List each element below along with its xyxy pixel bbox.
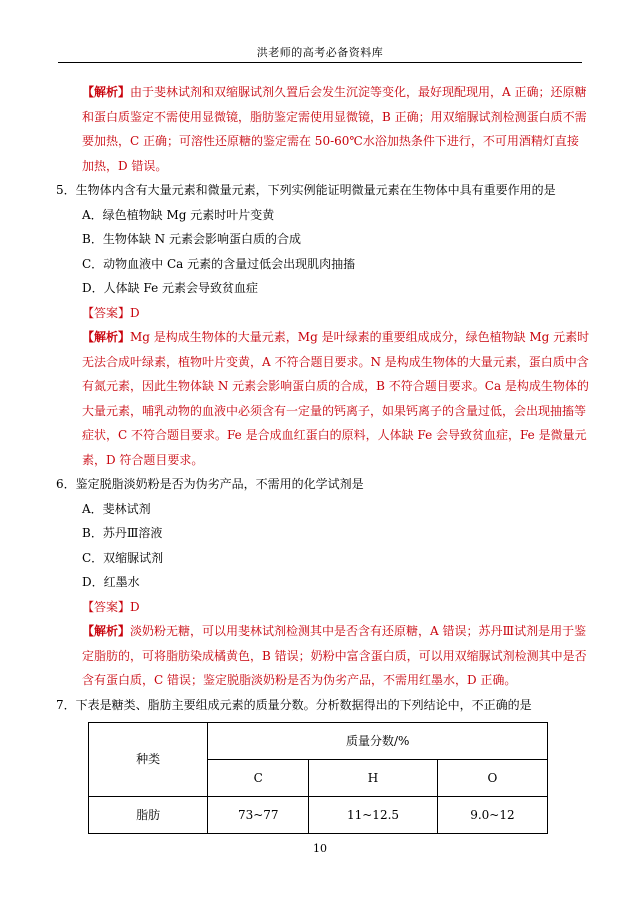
question-5-stem: 5．生物体内含有大量元素和微量元素，下列实例能证明微量元素在生物体中具有重要作用的是	[56, 183, 556, 197]
table-col-o: O	[437, 760, 547, 797]
page-content	[56, 80, 590, 834]
question-5-option-d: D．人体缺 Fe 元素会导致贫血症	[82, 281, 259, 295]
analysis-text: Mg 是构成生物体的大量元素，Mg 是叶绿素的重要组成成分，绿色植物缺 Mg 元素时无法合成叶绿素，植物叶片变黄，A 不符合题目要求。N 是构成生物体的大量元素，蛋白质中含有氮元素，因此生物体缺 N 元素会影响蛋白质的合成，B 不符合题目要求。Ca 是构成生物体的大量元素，哺乳动物的血液中必须含有一定量的钙离子，如果钙离子的含量过低，会出现抽搐等症状，C 不符合题目要求。Fe 是合成血红蛋白的原料，人体缺 Fe 会导致贫血症，Fe 是微量元素，D 符合题目要求。	[82, 330, 590, 467]
table-col-c: C	[208, 760, 309, 797]
header-rule	[58, 62, 582, 63]
element-mass-table	[88, 722, 548, 834]
table-header-row	[89, 723, 548, 760]
table-cell-name: 脂肪	[89, 797, 208, 834]
table-cell-o: 9.0~12	[437, 797, 547, 834]
analysis-text: 淡奶粉无糖，可以用斐林试剂检测其中是否含有还原糖，A 错误；苏丹Ⅲ试剂是用于鉴定脂肪的，可将脂肪染成橘黄色，B 错误；奶粉中富含蛋白质，可以用双缩脲试剂检测其中是否含有蛋白质，C 错误；鉴定脱脂淡奶粉是否为伪劣产品，不需用红墨水，D 正确。	[82, 624, 587, 687]
question-6-option-a: A．斐林试剂	[82, 501, 151, 516]
table-cell-h: 11~12.5	[309, 797, 438, 834]
analysis-tag: 【解析】	[82, 85, 131, 99]
question-5-analysis	[70, 325, 590, 472]
table-cell-c: 73~77	[208, 797, 309, 834]
table-row	[89, 797, 548, 834]
page-number: 10	[313, 842, 327, 855]
question-5-option-b: B．生物体缺 N 元素会影响蛋白质的合成	[82, 232, 301, 246]
question-6-option-d: D．红墨水	[82, 575, 140, 589]
analysis-tag: 【解析】	[82, 330, 131, 344]
question-5-answer: 【答案】D	[82, 305, 140, 320]
question-6-answer: 【答案】D	[82, 599, 140, 614]
analysis-text: 由于斐林试剂和双缩脲试剂久置后会发生沉淀等变化，最好现配现用，A 正确；还原糖和蛋白质鉴定不需使用显微镜，脂肪鉴定需使用显微镜，B 正确；用双缩脲试剂检测蛋白质不需要加热，C 正确；可溶性还原糖的鉴定需在 50-60℃水浴加热条件下进行，不可用酒精灯直接加热，D 错误。	[82, 85, 587, 173]
table-group-header: 质量分数/%	[208, 723, 548, 760]
question-5-option-c: C．动物血液中 Ca 元素的含量过低会出现肌肉抽搐	[82, 256, 356, 271]
question-5-option-a: A．绿色植物缺 Mg 元素时叶片变黄	[82, 207, 275, 222]
question-7-stem: 7．下表是糖类、脂肪主要组成元素的质量分数。分析数据得出的下列结论中，不正确的是	[56, 697, 532, 712]
question-6-analysis	[70, 619, 590, 693]
page-header: 洪老师的高考必备资料库	[256, 46, 384, 59]
question-6-option-c: C．双缩脲试剂	[82, 550, 164, 565]
table-col-h: H	[309, 760, 438, 797]
question-6-stem: 6．鉴定脱脂淡奶粉是否为伪劣产品，不需用的化学试剂是	[56, 477, 364, 491]
question-6-option-b: B．苏丹Ⅲ溶液	[82, 526, 163, 540]
table-row-header: 种类	[89, 723, 208, 797]
analysis-q4	[70, 80, 590, 178]
analysis-tag: 【解析】	[82, 624, 131, 638]
